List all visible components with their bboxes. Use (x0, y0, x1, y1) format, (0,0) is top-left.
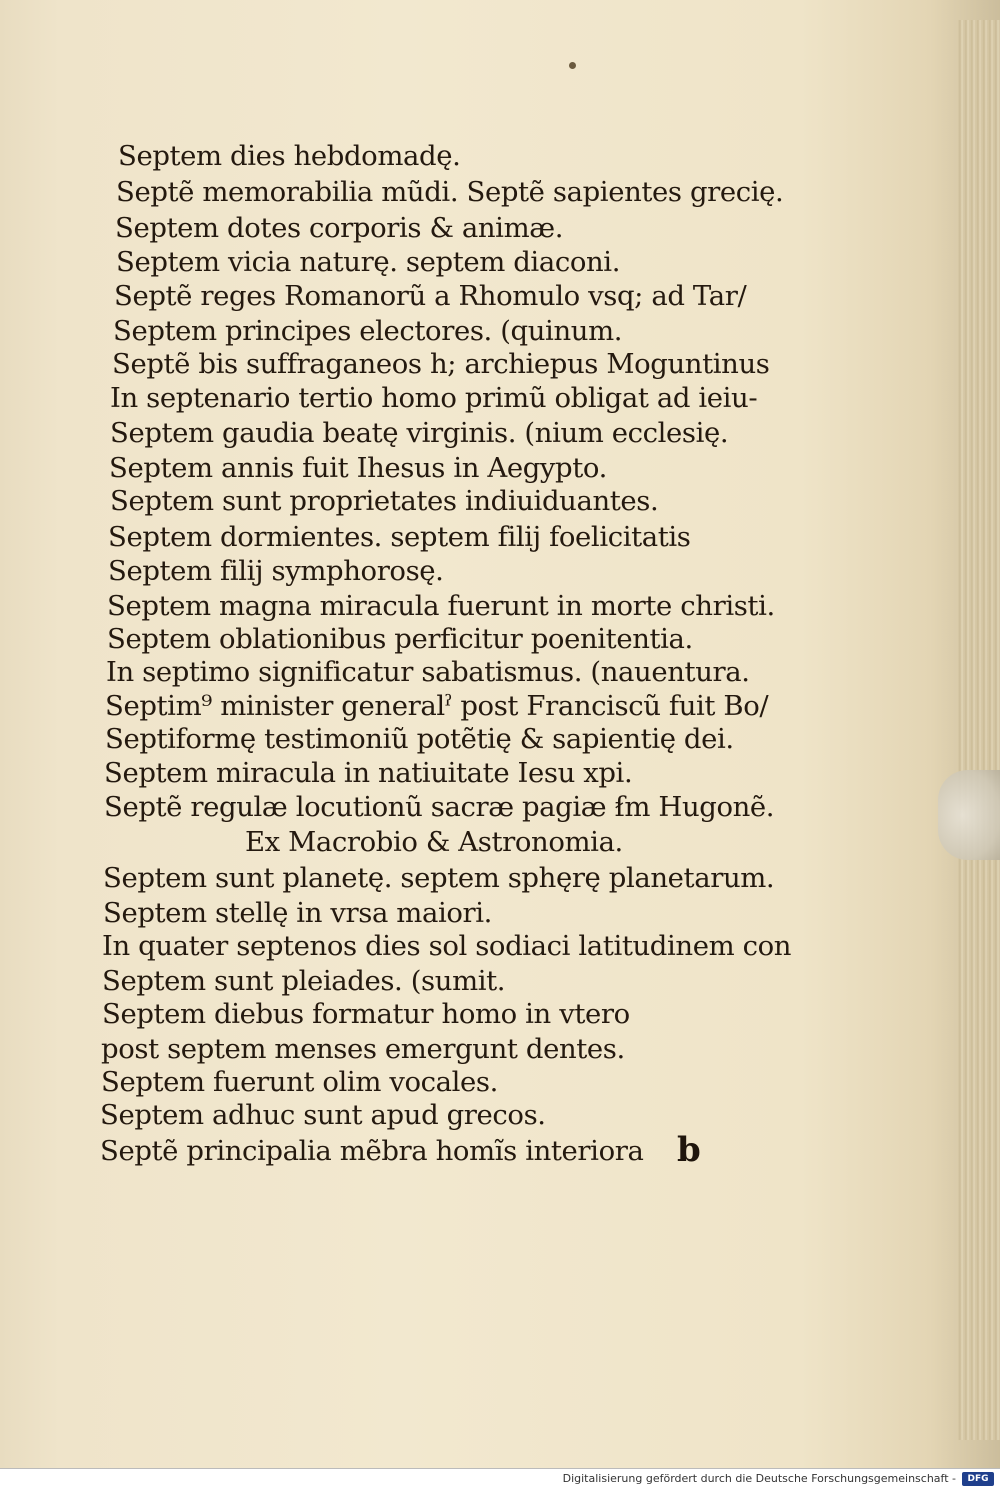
footer-bar (0, 1468, 1000, 1490)
section-heading: Ex Macrobio & Astronomia. (245, 826, 623, 858)
text-line: Septem adhuc sunt apud grecos. (100, 1099, 546, 1131)
text-line: Septẽ memorabilia mũdi. Septẽ sapientes grecię. (116, 176, 784, 208)
text-line: Septem sunt pleiades. (sumit. (102, 965, 506, 997)
text-line: Septẽ reges Romanorũ a Rhomulo vsq; ad Tar/ (114, 280, 747, 312)
text-line: Septem dormientes. septem filij foelicitatis (108, 521, 691, 553)
text-line: Septim⁹ minister generalˀ post Franciscũ fuit Bo/ (105, 690, 769, 722)
text-line: Septem filij symphorosę. (108, 555, 444, 587)
text-line: Septẽ bis suffraganeos h; archiepus Moguntinus (112, 348, 770, 380)
text-line: In septimo significatur sabatismus. (nauentura. (106, 656, 750, 688)
text-line: Septẽ regulæ locutionũ sacræ pagiæ ẜm Hugonẽ. (104, 791, 775, 823)
page-edge-shading (958, 20, 1000, 1440)
text-line: Septem oblationibus perficitur poenitentia. (107, 623, 693, 655)
page-clip (938, 770, 1000, 860)
text-line: Septem stellę in vrsa maiori. (103, 897, 492, 929)
text-line: Septem fuerunt olim vocales. (101, 1066, 498, 1098)
text-line: Septem diebus formatur homo in vtero (102, 998, 630, 1030)
text-line: Septem principes electores. (quinum. (113, 315, 623, 347)
text-line: post septem menses emergunt dentes. (101, 1033, 625, 1065)
signature-mark: b (677, 1130, 701, 1170)
text-line: Septem dotes corporis & animæ. (115, 212, 564, 244)
ink-spot (569, 62, 576, 69)
funding-notice: Digitalisierung gefördert durch die Deutsche Forschungsgemeinschaft - (562, 1472, 956, 1485)
text-line: In septenario tertio homo primũ obligat ad ieiu- (110, 382, 758, 414)
text-line: Septem sunt proprietates indiuiduantes. (110, 485, 659, 517)
text-line: Septem vicia naturę. septem diaconi. (116, 246, 621, 278)
text-line: Septem annis fuit Ihesus in Aegypto. (109, 452, 607, 484)
text-line: Septem sunt planetę. septem sphęrę planetarum. (103, 862, 775, 894)
text-line: Septem miracula in natiuitate Iesu xpi. (104, 757, 633, 789)
text-line: Septẽ principalia mẽbra homĩs interiora (100, 1135, 644, 1167)
text-line: In quater septenos dies sol sodiaci latitudinem con (102, 930, 792, 962)
dfg-logo: DFG (962, 1472, 994, 1486)
text-line: Septem dies hebdomadę. (118, 140, 461, 172)
text-line: Septem gaudia beatę virginis. (nium ecclesię. (110, 417, 729, 449)
text-line: Septem magna miracula fuerunt in morte christi. (107, 590, 775, 622)
text-line: Septiformę testimoniũ potẽtię & sapientię dei. (105, 723, 734, 755)
